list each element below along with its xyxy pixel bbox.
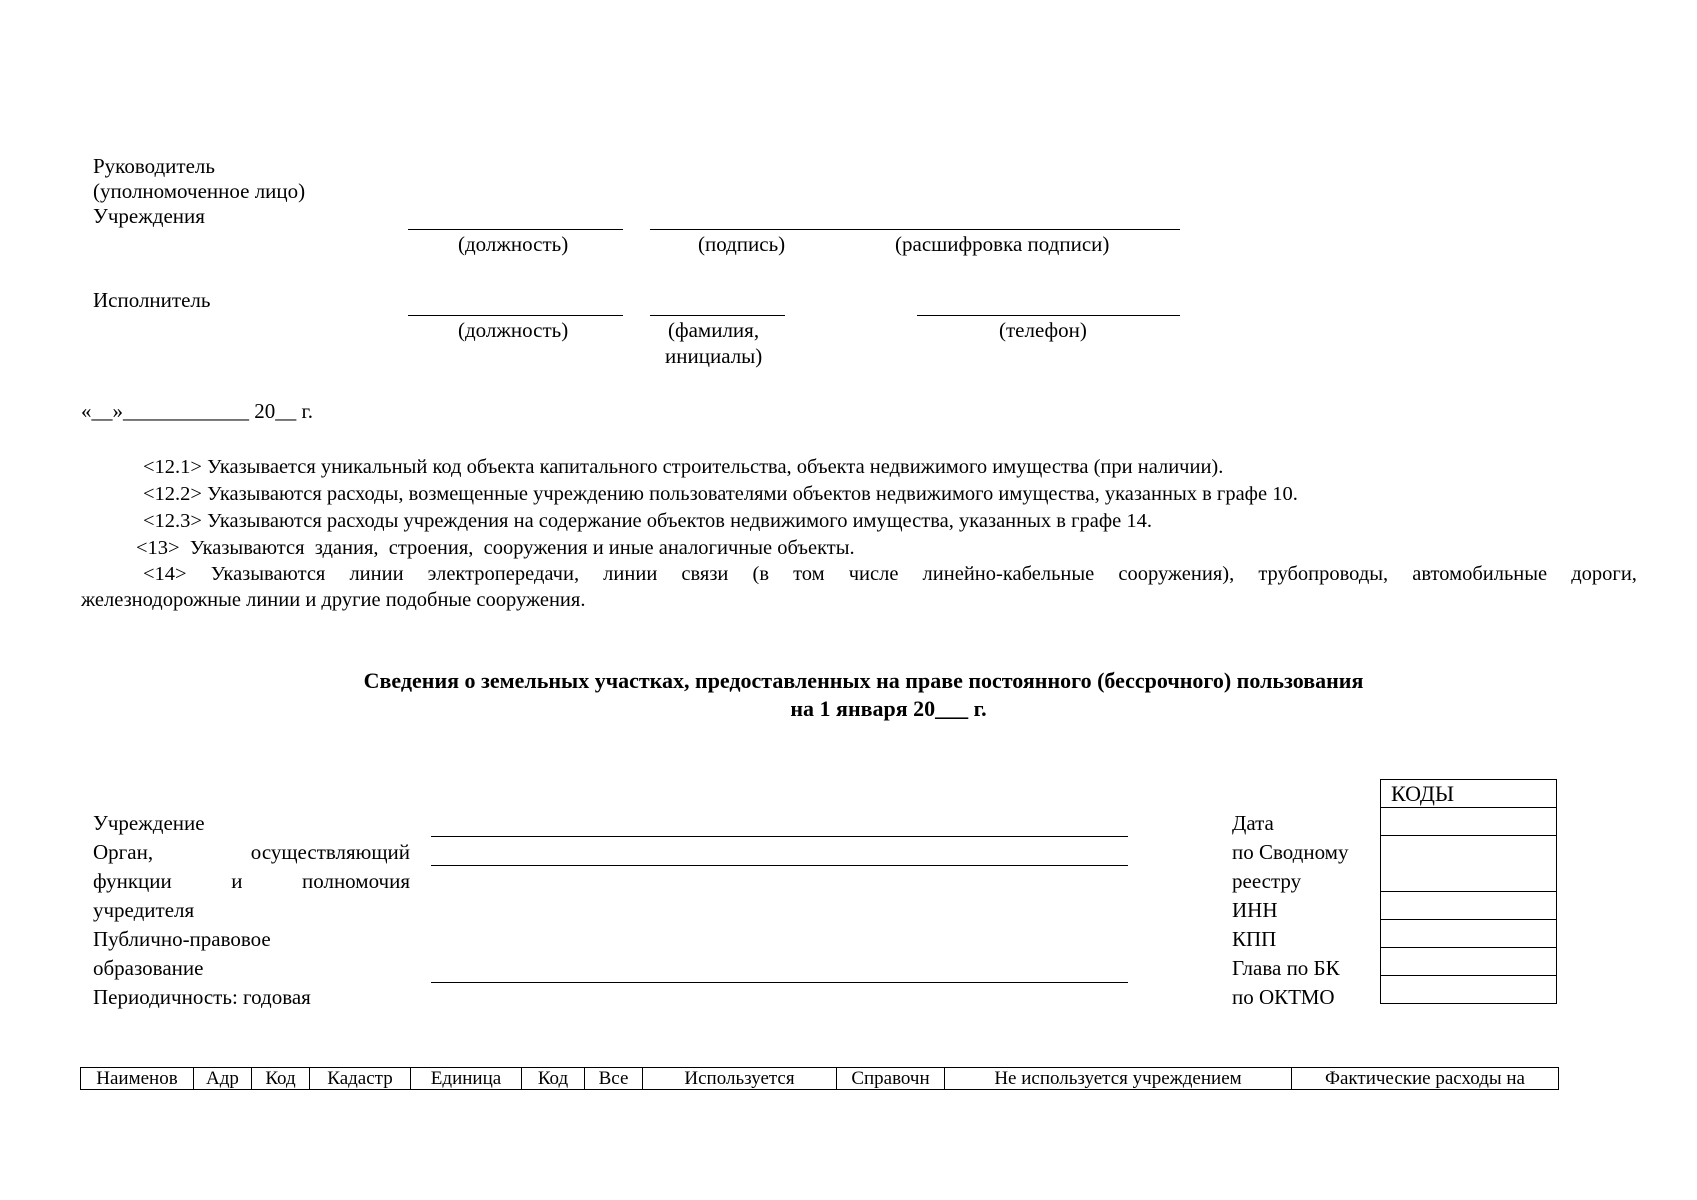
organ-label-line1 bbox=[93, 842, 410, 863]
caption-position-2: (должность) bbox=[458, 318, 569, 342]
code-cell-registry[interactable] bbox=[1381, 836, 1557, 892]
founder-label: учредителя bbox=[93, 898, 195, 922]
functions-word: полномочия bbox=[302, 869, 410, 893]
code-cell-date[interactable] bbox=[1381, 808, 1557, 836]
caption-surname-line2: инициалы) bbox=[665, 344, 763, 368]
column-header: Все bbox=[585, 1068, 643, 1090]
footnote-12-3: <12.3> Указываются расходы учреждения на содержание объектов недвижимого имущества, указанных в графе 14. bbox=[143, 510, 1152, 532]
periodicity-label: Периодичность: годовая bbox=[93, 985, 311, 1009]
date-line: «__»____________ 20__ г. bbox=[81, 399, 313, 423]
footnote-14-word: <14> bbox=[143, 563, 187, 585]
organ-word: Орган, bbox=[93, 840, 154, 864]
column-header: Кадастр bbox=[310, 1068, 411, 1090]
codes-kpp-label: КПП bbox=[1232, 927, 1277, 951]
footnote-14-word: (в bbox=[752, 563, 770, 585]
codes-registry-label-line2: реестру bbox=[1232, 869, 1302, 893]
codes-registry-label-line1: по Сводному bbox=[1232, 840, 1349, 864]
footnote-12-1: <12.1> Указывается уникальный код объекта капитального строительства, объекта недвижимого имущества (при наличии). bbox=[143, 456, 1224, 478]
signature-decoding-line bbox=[650, 229, 1180, 230]
code-cell-kpp[interactable] bbox=[1381, 920, 1557, 948]
position-signature-line bbox=[408, 229, 623, 230]
codes-table bbox=[1380, 779, 1557, 1004]
footnote-14-word: сооружения), bbox=[1118, 563, 1235, 585]
footnote-14-line1 bbox=[143, 564, 1637, 585]
institution-label: Учреждение bbox=[93, 811, 205, 835]
footnote-14-word: Указываются bbox=[210, 563, 326, 585]
caption-signature: (подпись) bbox=[698, 232, 786, 256]
institution-line bbox=[431, 836, 1128, 837]
head-label-line1: Руководитель bbox=[93, 154, 215, 178]
organ-word: осуществляющий bbox=[250, 840, 410, 864]
footnote-14-word: автомобильные bbox=[1412, 563, 1548, 585]
footnote-14-word: трубопроводы, bbox=[1258, 563, 1389, 585]
footnote-14-word: электропередачи, bbox=[427, 563, 580, 585]
column-header: Не используется учреждением bbox=[945, 1068, 1292, 1090]
caption-position: (должность) bbox=[458, 232, 569, 256]
section-title-line2: на 1 января 20___ г. bbox=[790, 696, 987, 721]
land-plots-table-header bbox=[80, 1067, 1559, 1090]
footnote-14-word: связи bbox=[681, 563, 729, 585]
footnote-13: <13> Указываются здания, строения, сооружения и иные аналогичные объекты. bbox=[136, 537, 855, 559]
section-title-line1: Сведения о земельных участках, предоставленных на праве постоянного (бессрочного) пользования bbox=[363, 668, 1364, 693]
caption-signature-decoding: (расшифровка подписи) bbox=[895, 232, 1110, 256]
footnote-14-word: том bbox=[793, 563, 825, 585]
footnote-14-word: линии bbox=[349, 563, 404, 585]
public-entity-line bbox=[431, 982, 1128, 983]
code-cell-inn[interactable] bbox=[1381, 892, 1557, 920]
executor-surname-line bbox=[650, 315, 785, 316]
column-header: Единица bbox=[411, 1068, 522, 1090]
codes-date-label: Дата bbox=[1232, 811, 1274, 835]
organ-line bbox=[431, 865, 1128, 866]
head-label-line2: (уполномоченное лицо) bbox=[93, 179, 306, 203]
column-header: Адр bbox=[194, 1068, 252, 1090]
caption-surname-line1: (фамилия, bbox=[668, 318, 760, 342]
column-header: Фактические расходы на bbox=[1292, 1068, 1559, 1090]
functions-word: функции bbox=[93, 869, 172, 893]
public-entity-label-line1: Публично-правовое bbox=[93, 927, 271, 951]
column-header: Используется bbox=[643, 1068, 837, 1090]
head-label-line3: Учреждения bbox=[93, 204, 205, 228]
column-header: Код bbox=[522, 1068, 585, 1090]
codes-header: КОДЫ bbox=[1381, 780, 1557, 808]
executor-label: Исполнитель bbox=[93, 288, 211, 312]
functions-word: и bbox=[231, 869, 243, 893]
codes-inn-label: ИНН bbox=[1232, 898, 1278, 922]
column-header: Код bbox=[252, 1068, 310, 1090]
footnote-14-word: линии bbox=[603, 563, 658, 585]
footnote-14-line2: железнодорожные линии и другие подобные сооружения. bbox=[81, 589, 586, 611]
code-cell-oktmo[interactable] bbox=[1381, 976, 1557, 1004]
executor-phone-line bbox=[917, 315, 1180, 316]
column-header: Наименов bbox=[81, 1068, 194, 1090]
footnote-14-word: дороги, bbox=[1571, 563, 1637, 585]
footnote-14-word: числе bbox=[848, 563, 899, 585]
footnote-12-2: <12.2> Указываются расходы, возмещенные учреждению пользователями объектов недвижимого имущества, указанных в графе 10. bbox=[143, 483, 1298, 505]
code-cell-chapter[interactable] bbox=[1381, 948, 1557, 976]
codes-chapter-label: Глава по БК bbox=[1232, 956, 1340, 980]
organ-label-line2 bbox=[93, 871, 410, 892]
footnote-14-word: линейно-кабельные bbox=[922, 563, 1095, 585]
codes-oktmo-label: по ОКТМО bbox=[1232, 985, 1335, 1009]
caption-phone: (телефон) bbox=[999, 318, 1087, 342]
column-header: Справочн bbox=[837, 1068, 945, 1090]
executor-position-line bbox=[408, 315, 623, 316]
public-entity-label-line2: образование bbox=[93, 956, 204, 980]
